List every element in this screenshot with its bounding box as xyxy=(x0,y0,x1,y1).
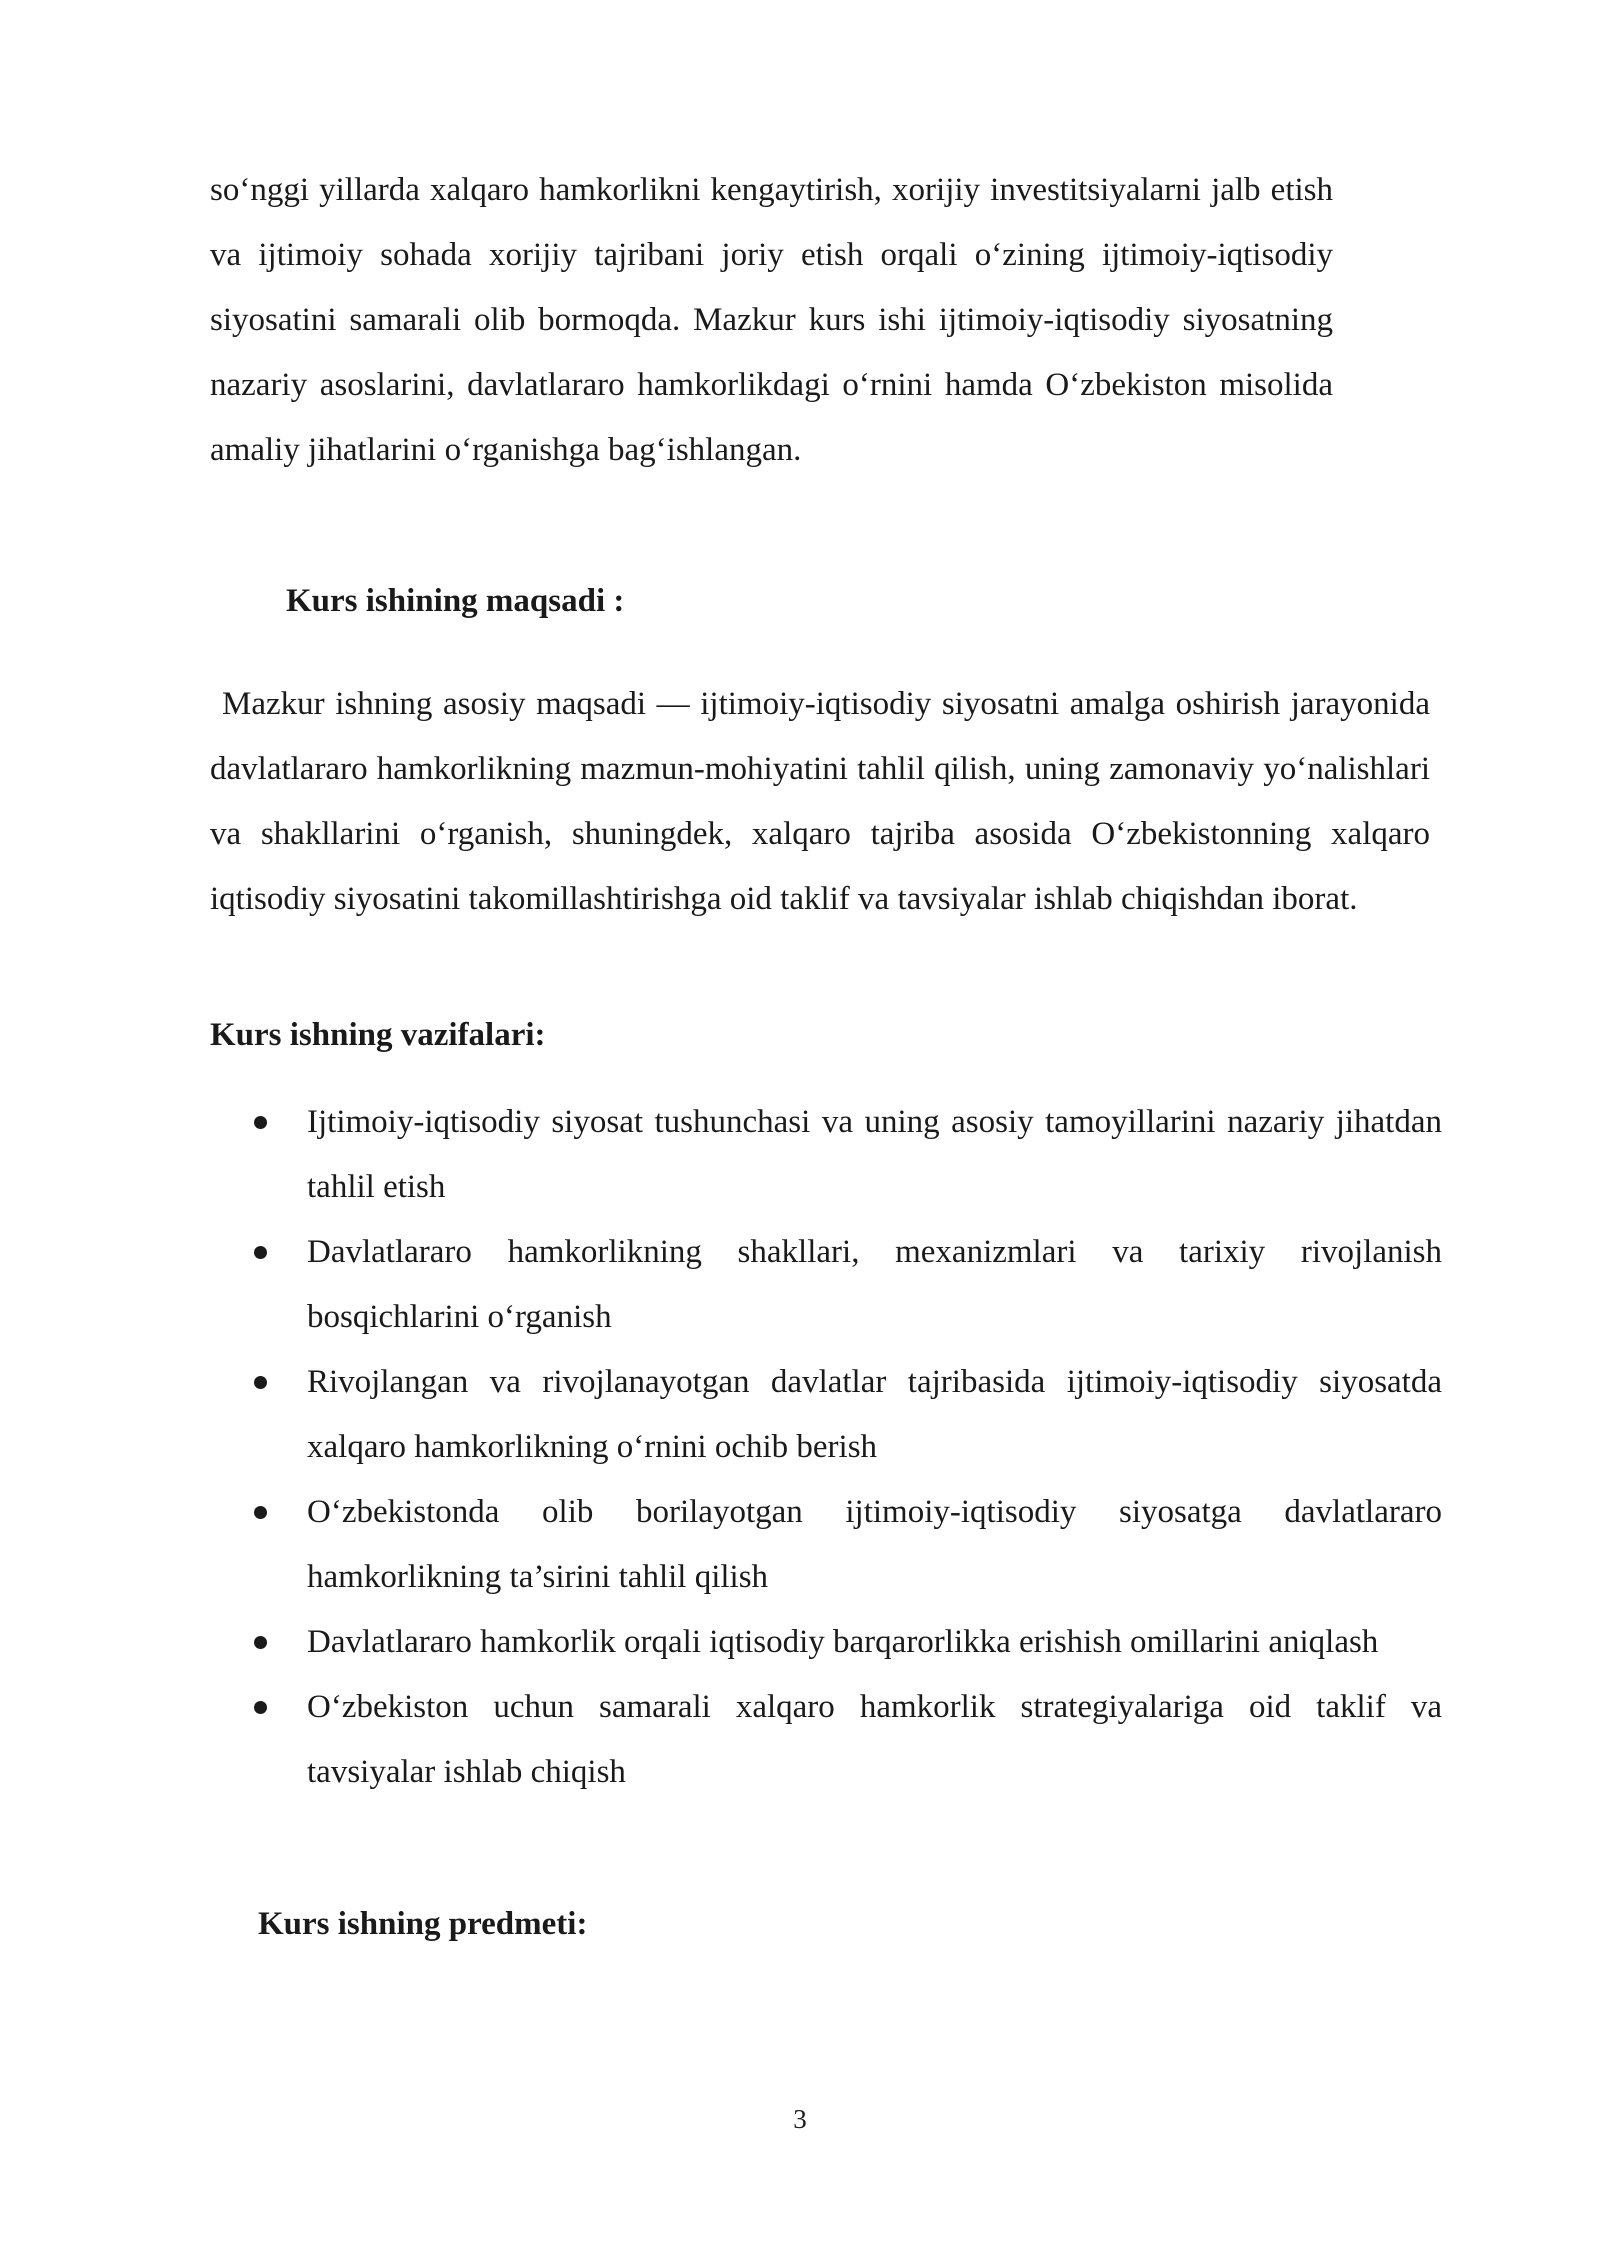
bullet-icon xyxy=(254,1246,267,1259)
bullet-icon xyxy=(254,1116,267,1129)
list-item xyxy=(210,1610,1442,1675)
tasks-heading: Kurs ishning vazifalari: xyxy=(210,1017,546,1053)
bullet-icon xyxy=(254,1701,267,1714)
page-number: 3 xyxy=(793,2104,807,2134)
goal-heading: Kurs ishining maqsadi : xyxy=(286,583,625,619)
task-text: O‘zbekistonda olib borilayotgan ijtimoiy-iqtisodiy siyosatga davlatlararo hamkorlikning ta’sirini tahlil qilish xyxy=(307,1494,1442,1595)
bullet-icon xyxy=(254,1506,267,1519)
task-text: O‘zbekiston uchun samarali xalqaro hamkorlik strategiyalariga oid taklif va tavsiyalar ishlab chiqish xyxy=(307,1689,1442,1790)
tasks-list xyxy=(210,1090,1442,1805)
list-item xyxy=(210,1350,1442,1480)
subject-heading: Kurs ishning predmeti: xyxy=(258,1906,588,1942)
goal-paragraph: Mazkur ishning asosiy maqsadi — ijtimoiy-iqtisodiy siyosatni amalga oshirish jarayonida davlatlararo hamkorlikning mazmun-mohiyatini tahlil qilish, uning zamonaviy yo‘nalishlari va shakllarini o‘rganish, shuningdek, xalqaro tajriba asosida O‘zbekistonning xalqaro iqtisodiy siyosatini takomillashtirishga oid taklif va tavsiyalar ishlab chiqishdan iborat. xyxy=(210,686,1430,917)
bullet-icon xyxy=(254,1636,267,1649)
list-item xyxy=(210,1090,1442,1220)
task-text: Davlatlararo hamkorlik orqali iqtisodiy barqarorlikka erishish omillarini aniqlash xyxy=(307,1624,1379,1660)
list-item xyxy=(210,1675,1442,1805)
task-text: Ijtimoiy-iqtisodiy siyosat tushunchasi va uning asosiy tamoyillarini nazariy jihatdan tahlil etish xyxy=(307,1104,1442,1205)
bullet-icon xyxy=(254,1376,267,1389)
task-text: Rivojlangan va rivojlanayotgan davlatlar tajribasida ijtimoiy-iqtisodiy siyosatda xalqaro hamkorlikning o‘rnini ochib berish xyxy=(307,1364,1442,1465)
task-text: Davlatlararo hamkorlikning shakllari, mexanizmlari va tarixiy rivojlanish bosqichlarini o‘rganish xyxy=(307,1234,1442,1335)
intro-paragraph: so‘nggi yillarda xalqaro hamkorlikni kengaytirish, xorijiy investitsiyalarni jalb etish va ijtimoiy sohada xorijiy tajribani joriy etish orqali o‘zining ijtimoiy-iqtisodiy siyosatini samarali olib bormoqda. Mazkur kurs ishi ijtimoiy-iqtisodiy siyosatning nazariy asoslarini, davlatlararo hamkorlikdagi o‘rnini hamda O‘zbekiston misolida amaliy jihatlarini o‘rganishga bag‘ishlangan. xyxy=(210,172,1333,468)
list-item xyxy=(210,1220,1442,1350)
list-item xyxy=(210,1480,1442,1610)
